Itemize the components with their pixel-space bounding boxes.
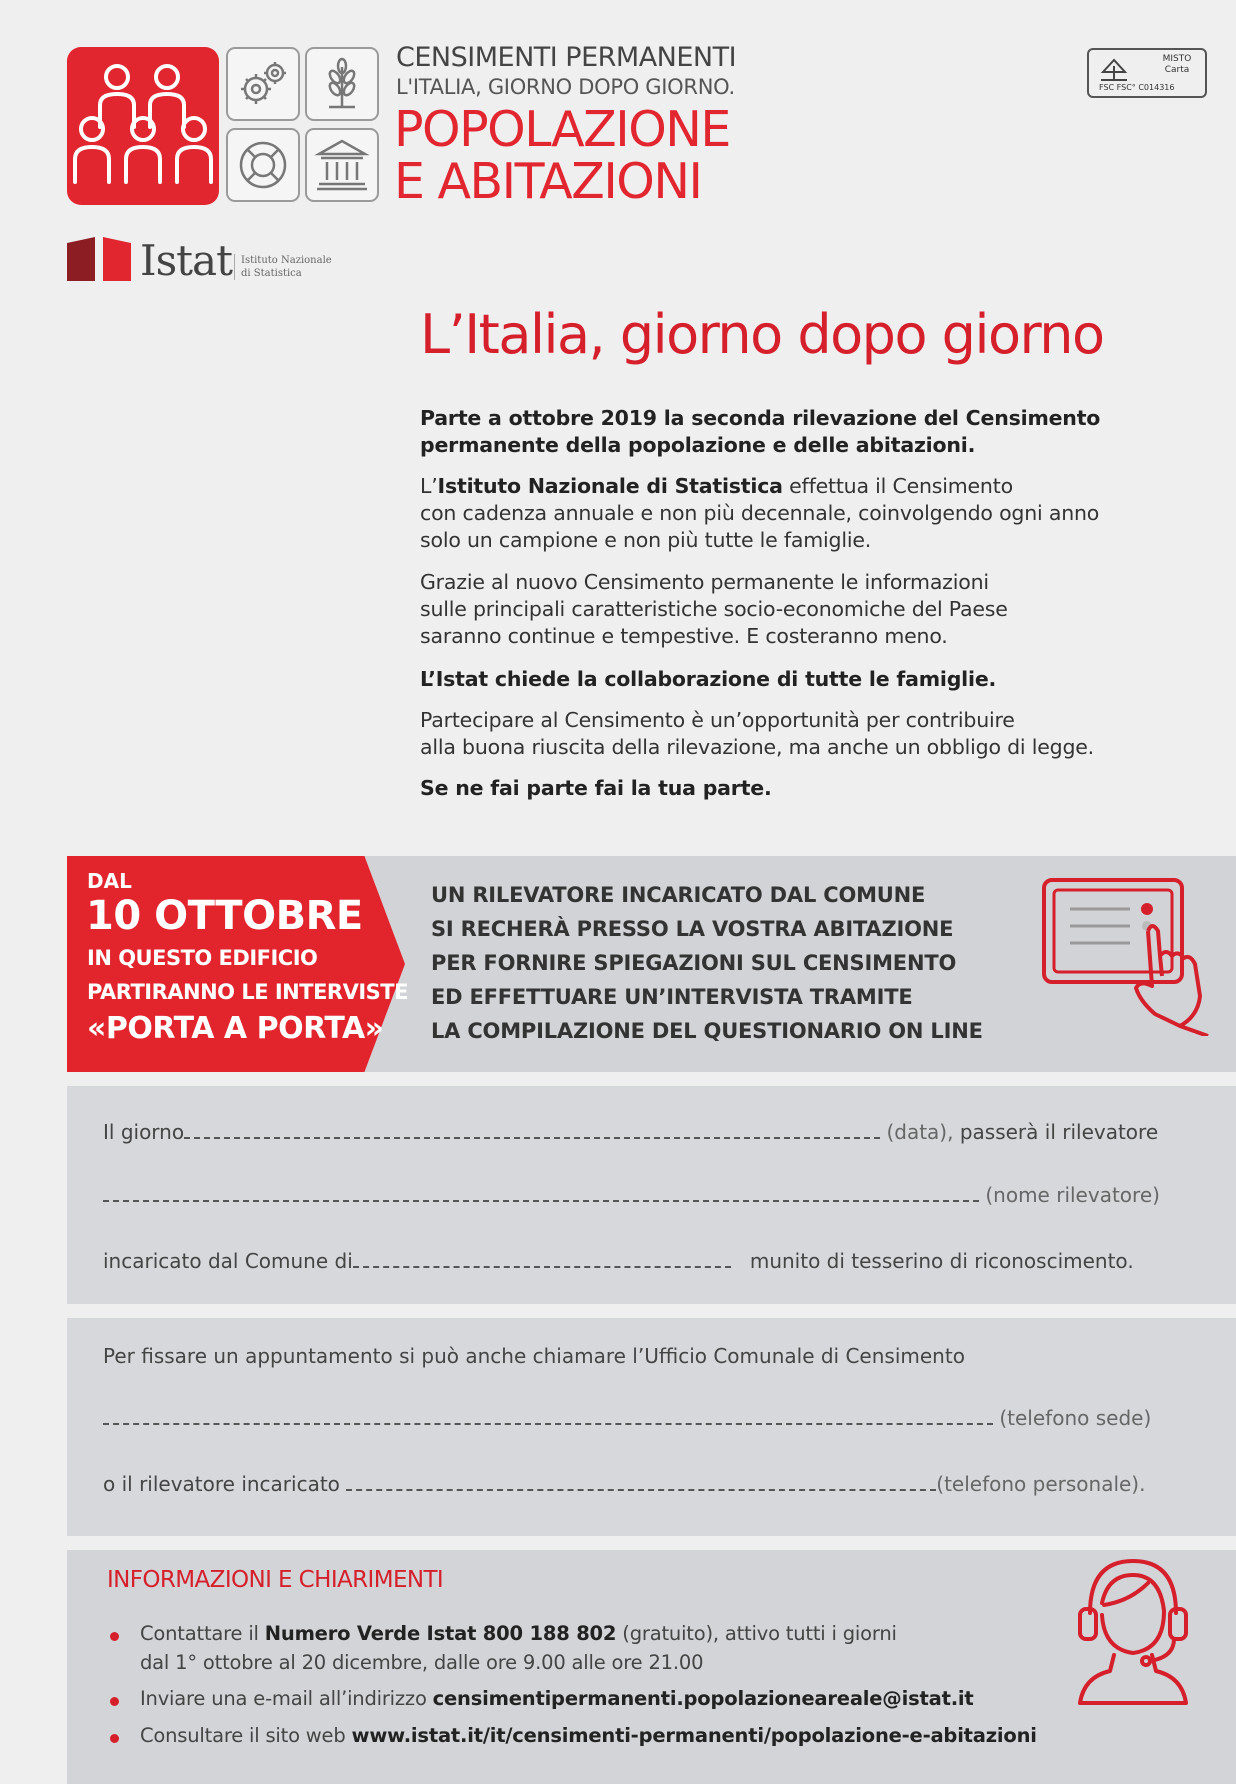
istat-fullname: Istituto Nazionale di Statistica [234, 254, 332, 280]
fsc-label: MISTO Carta FSC FSC° C014316 [1087, 48, 1207, 98]
census-population-logo [67, 47, 219, 205]
intro-paragraph-1: Parte a ottobre 2019 la seconda rilevazione del Censimento permanente della popolazione e delle abitazioni. [420, 406, 1101, 457]
intro-paragraph-6: Se ne fai parte fai la tua parte. [420, 776, 772, 800]
people-group-icon [67, 47, 219, 205]
intro-paragraph-2: L’Istituto Nazionale di Statistica effettua il Censimento con cadenza annuale e non più decennale, coinvolgendo ogni anno solo un campione e non più tutte le famiglie. [420, 474, 1100, 552]
visit-date-row: Il giorno (data), passerà il rilevatore [103, 1120, 1159, 1144]
personal-phone-row: o il rilevatore incaricato (telefono personale). [103, 1472, 1146, 1496]
website-link[interactable]: www.istat.it/it/censimenti-permanenti/popolazione-e-abitazioni [351, 1724, 1037, 1747]
email-link[interactable]: censimentipermanenti.popolazioneareale@istat.it [432, 1687, 974, 1710]
interview-message: UN RILEVATORE INCARICATO DAL COMUNE SI RECHERÀ PRESSO LA VOSTRA ABITAZIONE PER FORNIRE SPIEGAZIONI SUL CENSIMENTO ED EFFETTUARE UN’INTERVISTA TRAMITE LA COMPILAZIONE DEL QUESTIONARIO ON LINE [431, 883, 983, 1043]
bullet-icon [110, 1632, 119, 1641]
intro-paragraph-5: Partecipare al Censimento è un’opportunità per contribuire alla buona riuscita della rilevazione, ma anche un obbligo di legge. [420, 708, 1095, 759]
istat-wordmark: Istat [140, 236, 232, 285]
banner-line-1: IN QUESTO EDIFICIO [87, 946, 318, 970]
bullet-icon [110, 1697, 119, 1706]
gears-icon [226, 47, 300, 121]
intro-paragraph-4: L’Istat chiede la collaborazione di tutte le famiglie. [420, 667, 997, 691]
office-phone-row: (telefono sede) [103, 1406, 1151, 1430]
wheat-icon [305, 47, 379, 121]
call-center-operator-icon [1070, 1553, 1196, 1719]
bullet-icon [110, 1734, 119, 1743]
topic-title: POPOLAZIONE E ABITAZIONI [394, 101, 730, 210]
municipality-row: incaricato dal Comune di munito di tesserino di riconoscimento. [103, 1249, 1134, 1273]
hands-circle-icon [226, 128, 300, 202]
istat-logo-mark [67, 237, 135, 285]
fsc-tree-icon [1097, 56, 1131, 82]
interviewer-name-row: (nome rilevatore) [103, 1183, 1160, 1207]
personal-phone-blank[interactable] [346, 1487, 936, 1491]
municipality-blank[interactable] [353, 1264, 731, 1268]
institution-building-icon [305, 128, 379, 202]
office-phone-blank[interactable] [103, 1421, 993, 1425]
banner-date: 10 OTTOBRE [86, 893, 363, 939]
intro-paragraph-3: Grazie al nuovo Censimento permanente le informazioni sulle principali caratteristiche socio-economiche del Paese saranno continue e tempestive. E costeranno meno. [420, 570, 1008, 648]
info-website: Consultare il sito web www.istat.it/it/censimenti-permanenti/popolazione-e-abitazioni [140, 1724, 1037, 1747]
info-title: INFORMAZIONI E CHIARIMENTI [107, 1567, 444, 1593]
date-blank[interactable] [184, 1135, 880, 1139]
series-title: CENSIMENTI PERMANENTI [396, 42, 737, 73]
appointment-text: Per fissare un appuntamento si può anche chiamare l’Ufficio Comunale di Censimento [103, 1344, 965, 1368]
banner-line-3: «PORTA A PORTA» [87, 1011, 384, 1046]
online-questionnaire-icon [1040, 876, 1222, 1040]
banner-line-2: PARTIRANNO LE INTERVISTE [87, 980, 408, 1004]
banner-dal: DAL [87, 869, 132, 893]
interviewer-name-blank[interactable] [103, 1198, 979, 1202]
series-subtitle: L'ITALIA, GIORNO DOPO GIORNO. [396, 75, 735, 99]
page-headline: L’Italia, giorno dopo giorno [420, 303, 1104, 366]
info-email: Inviare una e-mail all’indirizzo censimentipermanenti.popolazioneareale@istat.it [140, 1687, 974, 1710]
info-phone: Contattare il Numero Verde Istat 800 188 802 (gratuito), attivo tutti i giorni dal 1° ottobre al 20 dicembre, dalle ore 9.00 alle ore 21.00 [140, 1622, 897, 1674]
